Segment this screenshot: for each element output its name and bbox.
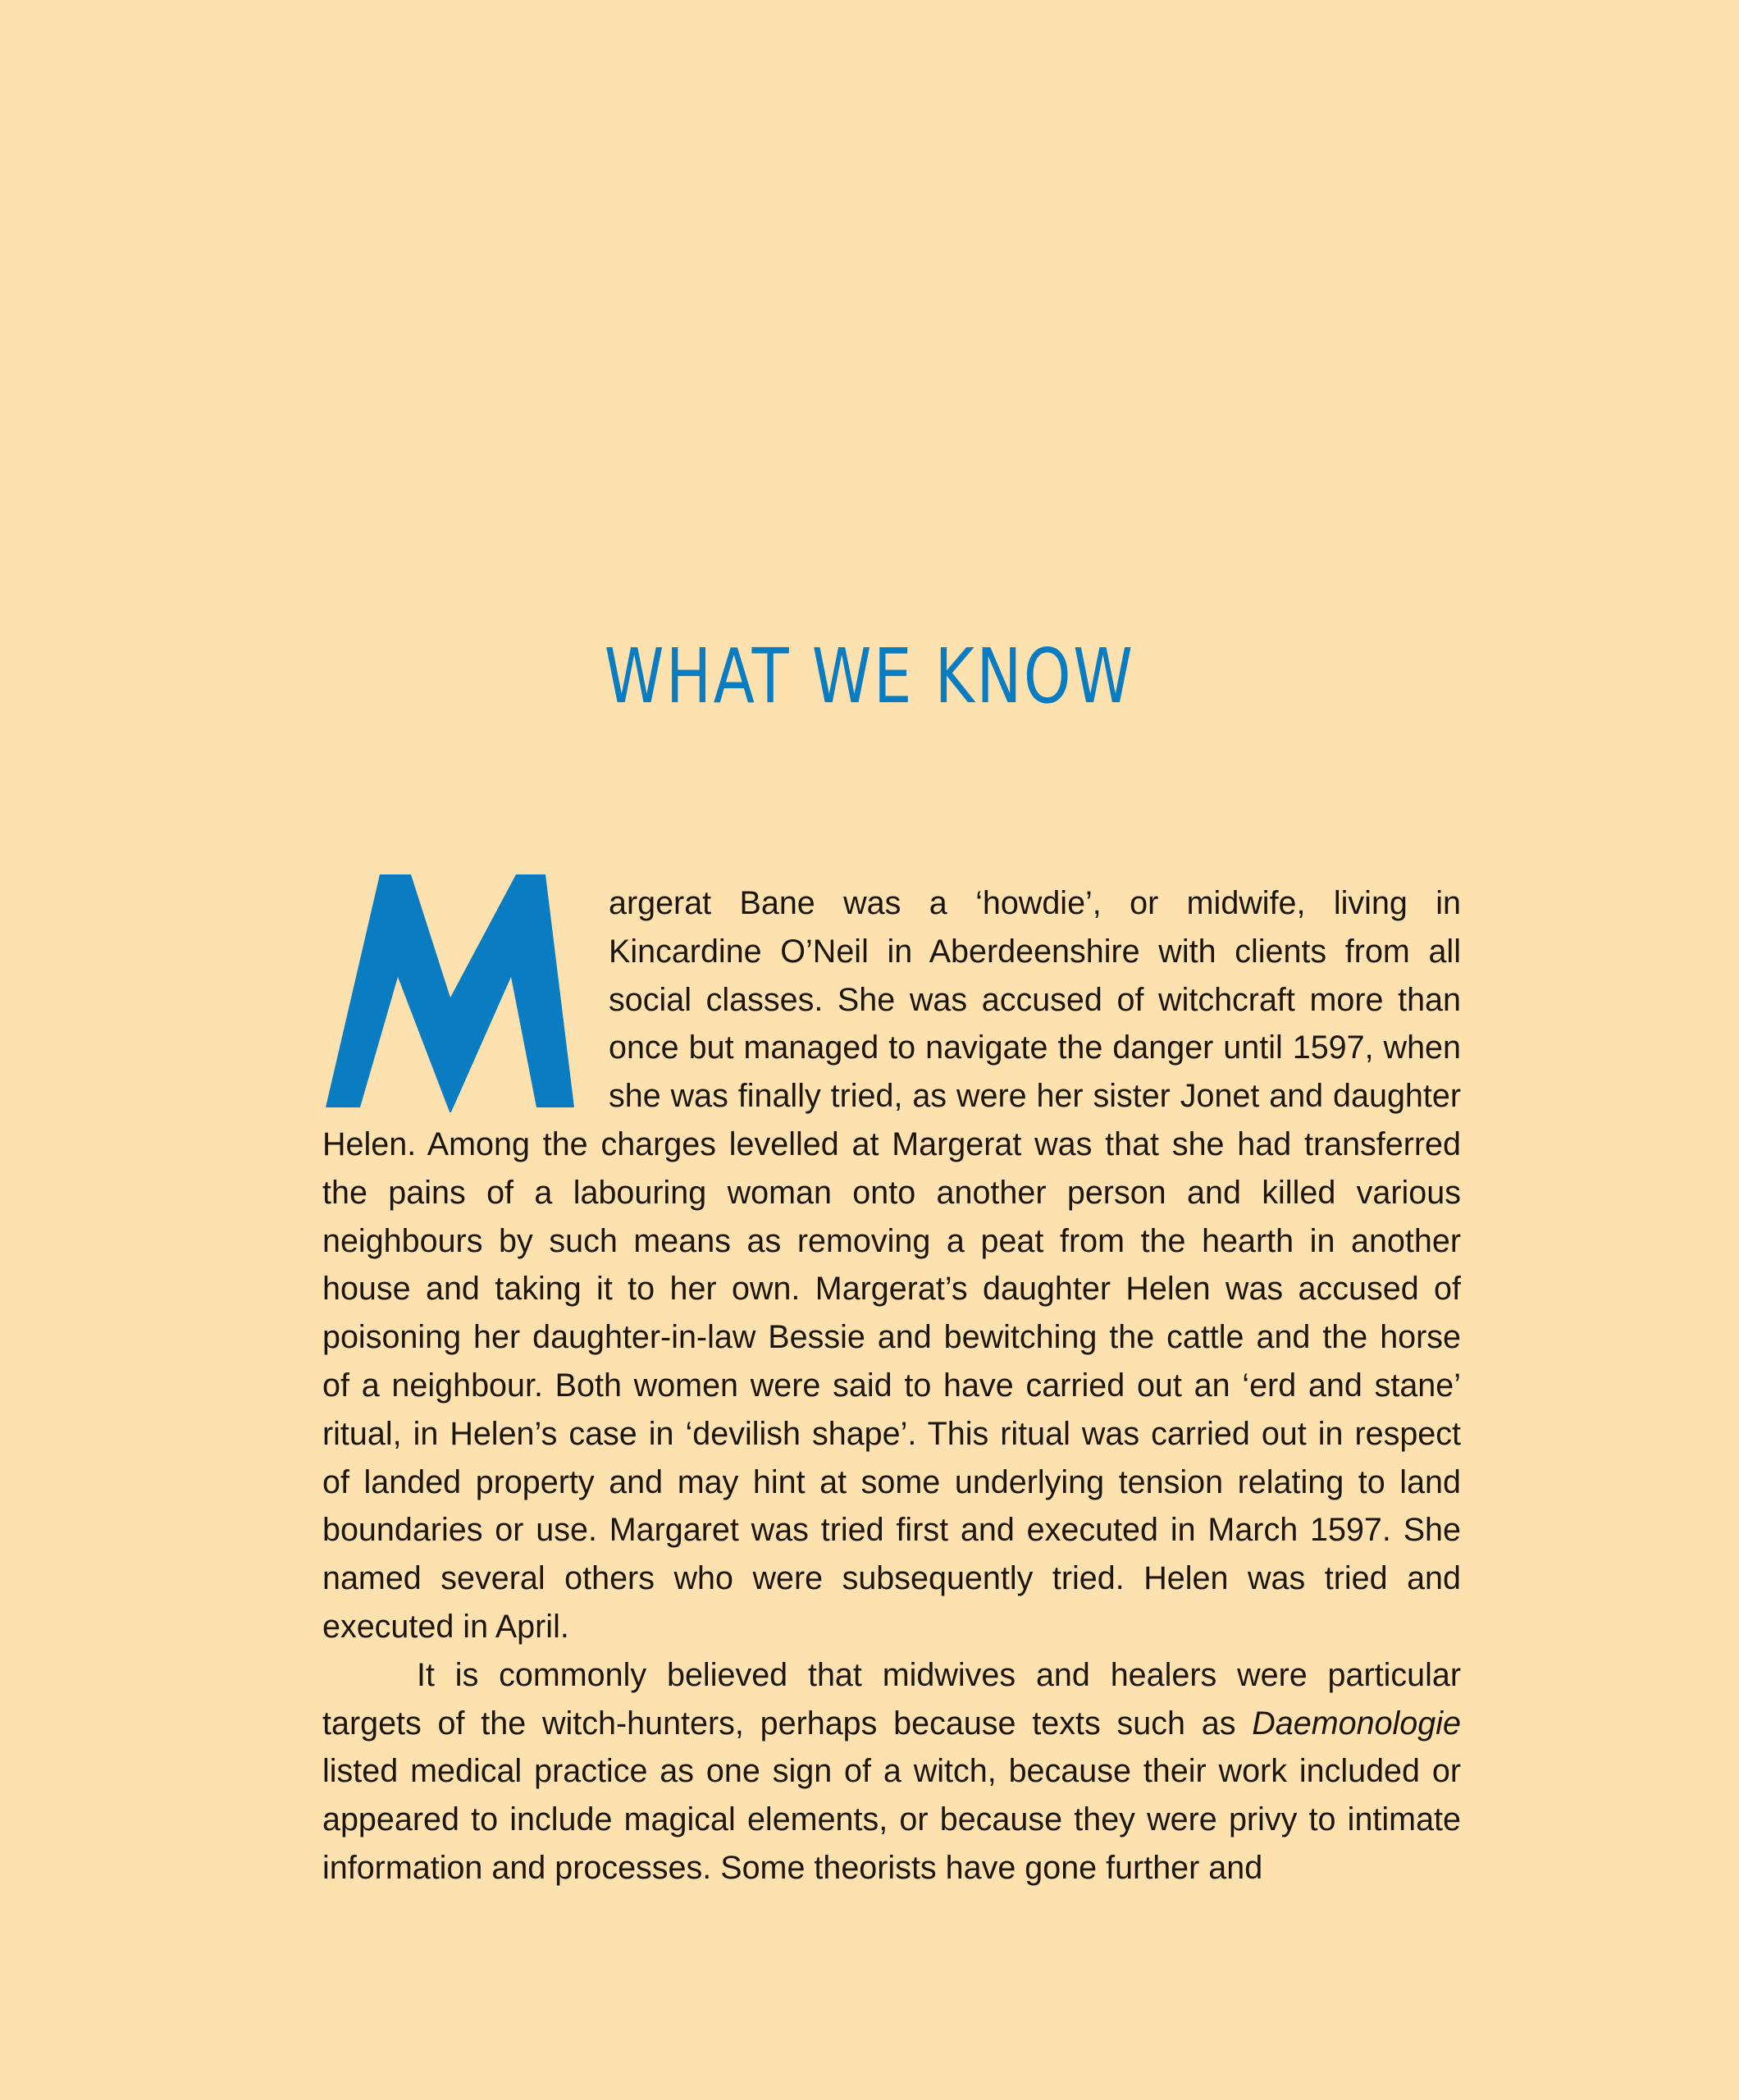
body-text [322, 879, 1461, 1892]
paragraph-2-text-end: listed medical practice as one sign of a witch, because their work included or appeared to include magical elements, or because they were privy to intimate information and processes. Some theorists have gone further and [322, 1753, 1461, 1886]
paragraph-1-text: argerat Bane was a ‘howdie’, or midwife, living in Kincardine O’Neil in Aberdeenshire with clients from all social classes. She was accused of witchcraft more than once but managed to navigate the danger until 1597, when she was finally tried, as were her sister Jonet and daughter Helen. Among the charges levelled at Margerat was that she had transferred the pains of a labouring woman onto another person and killed various neighbours by such means as removing a peat from the hearth in another house and taking it to her own. Margerat’s daughter Helen was accused of poisoning her daughter-in-law Bessie and bewitching the cattle and the horse of a neighbour. Both women were said to have carried out an ‘erd and stane’ ritual, in Helen’s case in ‘devilish shape’. This ritual was carried out in respect of landed property and may hint at some underlying tension relating to land boundaries or use. Margaret was tried first and executed in March 1597. She named several others who were subsequently tried. Helen was tried and executed in April. [322, 885, 1461, 1645]
section-heading: WHAT WE KNOW [604, 632, 1135, 720]
paragraph-2-text-start: It is commonly believed that midwives and healers were particular targets of the witch-hunters, perhaps because texts such as [322, 1656, 1461, 1742]
drop-cap-m-shape [326, 874, 574, 1112]
paragraph-1 [322, 879, 1461, 1651]
book-title-italic: Daemonologie [1252, 1705, 1461, 1742]
paragraph-2 [322, 1651, 1461, 1892]
drop-cap [326, 874, 576, 1112]
